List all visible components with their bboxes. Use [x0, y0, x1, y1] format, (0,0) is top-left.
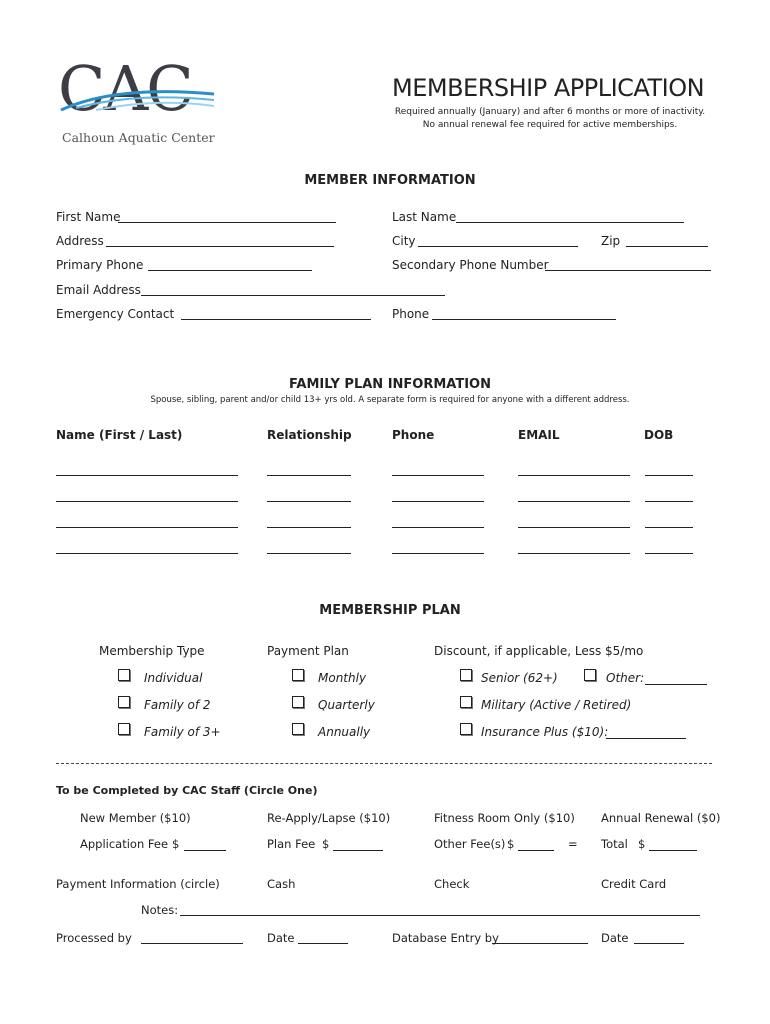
first-name-field[interactable]: [118, 222, 336, 223]
notes-label: Notes:: [141, 903, 179, 917]
app-fee-label: Application Fee: [80, 837, 169, 851]
quarterly-checkbox[interactable]: [292, 696, 304, 708]
quarterly-label: Quarterly: [318, 698, 375, 712]
annually-checkbox[interactable]: [292, 723, 304, 735]
secondary-phone-field[interactable]: [545, 270, 711, 271]
family-row-dob-field[interactable]: [645, 475, 693, 476]
member-heading: MEMBER INFORMATION: [304, 173, 476, 188]
first-name-label: First Name: [56, 210, 121, 224]
family-row-name-field[interactable]: [56, 553, 238, 554]
date-label-2: Date: [601, 931, 629, 945]
family-row-dob-field[interactable]: [645, 553, 693, 554]
insurance-field[interactable]: [606, 738, 686, 739]
family-row-dob-field[interactable]: [645, 501, 693, 502]
family-row-relationship-field[interactable]: [267, 475, 351, 476]
family-row-name-field[interactable]: [56, 475, 238, 476]
military-label: Military (Active / Retired): [481, 698, 632, 712]
notes-field[interactable]: [180, 915, 700, 916]
payment-plan-header: Payment Plan: [267, 644, 349, 658]
family-of-2-checkbox[interactable]: [118, 696, 130, 708]
plan-heading: MEMBERSHIP PLAN: [319, 603, 461, 618]
payment-info-label: Payment Information (circle): [56, 877, 220, 891]
family-row-phone-field[interactable]: [392, 475, 484, 476]
membership-type-header: Membership Type: [99, 644, 205, 658]
family-col-email: EMAIL: [518, 428, 560, 442]
individual-label: Individual: [144, 671, 203, 685]
primary-phone-label: Primary Phone: [56, 258, 144, 272]
date-label-1: Date: [267, 931, 295, 945]
monthly-label: Monthly: [318, 671, 367, 685]
individual-checkbox[interactable]: [118, 669, 130, 681]
insurance-checkbox[interactable]: [460, 723, 472, 735]
family-row-phone-field[interactable]: [392, 553, 484, 554]
family-row-phone-field[interactable]: [392, 501, 484, 502]
address-field[interactable]: [106, 246, 334, 247]
date-field-1[interactable]: [298, 943, 348, 944]
wave-icon: [56, 80, 216, 120]
family-row-email-field[interactable]: [518, 475, 630, 476]
family-row-name-field[interactable]: [56, 501, 238, 502]
separator: [56, 763, 712, 764]
credit-card-option[interactable]: Credit Card: [601, 877, 667, 891]
reapply-option[interactable]: Re-Apply/Lapse ($10): [267, 811, 391, 825]
plan-fee-label: Plan Fee: [267, 837, 316, 851]
family-row-phone-field[interactable]: [392, 527, 484, 528]
logo: [56, 52, 216, 150]
other-field[interactable]: [645, 684, 707, 685]
zip-field[interactable]: [626, 246, 708, 247]
logo-subtitle: Calhoun Aquatic Center: [62, 130, 215, 145]
emergency-contact-label: Emergency Contact: [56, 307, 175, 321]
discount-header: Discount, if applicable, Less $5/mo: [434, 644, 644, 658]
family-row-relationship-field[interactable]: [267, 527, 351, 528]
military-checkbox[interactable]: [460, 696, 472, 708]
date-field-2[interactable]: [634, 943, 684, 944]
phone-field[interactable]: [432, 319, 616, 320]
header-note-1: Required annually (January) and after 6 months or more of inactivity.: [394, 107, 706, 117]
family-row-email-field[interactable]: [518, 527, 630, 528]
other-label: Other:: [606, 671, 645, 685]
family-row-relationship-field[interactable]: [267, 553, 351, 554]
family-row-name-field[interactable]: [56, 527, 238, 528]
family-row-dob-field[interactable]: [645, 527, 693, 528]
family-row-email-field[interactable]: [518, 501, 630, 502]
total-dollar: $: [638, 837, 646, 851]
monthly-checkbox[interactable]: [292, 669, 304, 681]
family-col-relationship: Relationship: [267, 428, 352, 442]
header-note-2: No annual renewal fee required for active memberships.: [422, 120, 678, 130]
logo-wordmark: CAC: [58, 52, 192, 125]
email-field[interactable]: [141, 295, 445, 296]
fitness-option[interactable]: Fitness Room Only ($10): [434, 811, 575, 825]
last-name-field[interactable]: [456, 222, 684, 223]
renewal-option[interactable]: Annual Renewal ($0): [601, 811, 721, 825]
annually-label: Annually: [318, 725, 371, 739]
family-of-3-checkbox[interactable]: [118, 723, 130, 735]
total-field[interactable]: [649, 850, 697, 851]
family-of-3-label: Family of 3+: [144, 725, 221, 739]
family-col-phone: Phone: [392, 428, 435, 442]
app-fee-field[interactable]: [184, 850, 226, 851]
city-field[interactable]: [418, 246, 578, 247]
total-label: Total: [601, 837, 628, 851]
other-checkbox[interactable]: [584, 669, 596, 681]
family-heading: FAMILY PLAN INFORMATION: [289, 377, 491, 392]
address-label: Address: [56, 234, 104, 248]
processed-by-label: Processed by: [56, 931, 132, 945]
family-col-name: Name (First / Last): [56, 428, 183, 442]
senior-label: Senior (62+): [481, 671, 558, 685]
other-fees-dollar: $: [507, 837, 515, 851]
last-name-label: Last Name: [392, 210, 457, 224]
senior-checkbox[interactable]: [460, 669, 472, 681]
cash-option[interactable]: Cash: [267, 877, 296, 891]
family-note: Spouse, sibling, parent and/or child 13+ yrs old. A separate form is required for anyone with a different address.: [150, 395, 630, 405]
family-of-2-label: Family of 2: [144, 698, 211, 712]
insurance-label: Insurance Plus ($10):: [481, 725, 609, 739]
emergency-contact-field[interactable]: [181, 319, 371, 320]
primary-phone-field[interactable]: [148, 270, 312, 271]
plan-fee-field[interactable]: [333, 850, 383, 851]
equals-sign: =: [568, 837, 578, 851]
family-row-email-field[interactable]: [518, 553, 630, 554]
zip-label: Zip: [601, 234, 621, 248]
check-option[interactable]: Check: [434, 877, 470, 891]
new-member-option[interactable]: New Member ($10): [80, 811, 191, 825]
plan-fee-dollar: $: [322, 837, 330, 851]
processed-by-field[interactable]: [141, 943, 243, 944]
email-label: Email Address: [56, 283, 141, 297]
staff-heading: To be Completed by CAC Staff (Circle One): [56, 784, 318, 797]
database-entry-label: Database Entry by: [392, 931, 499, 945]
family-col-dob: DOB: [644, 428, 674, 442]
page-title: MEMBERSHIP APPLICATION: [392, 74, 705, 102]
secondary-phone-label: Secondary Phone Number: [392, 258, 549, 272]
phone-label: Phone: [392, 307, 430, 321]
other-fees-field[interactable]: [518, 850, 554, 851]
city-label: City: [392, 234, 416, 248]
family-row-relationship-field[interactable]: [267, 501, 351, 502]
other-fees-label: Other Fee(s): [434, 837, 506, 851]
database-entry-field[interactable]: [492, 943, 588, 944]
app-fee-dollar: $: [172, 837, 180, 851]
